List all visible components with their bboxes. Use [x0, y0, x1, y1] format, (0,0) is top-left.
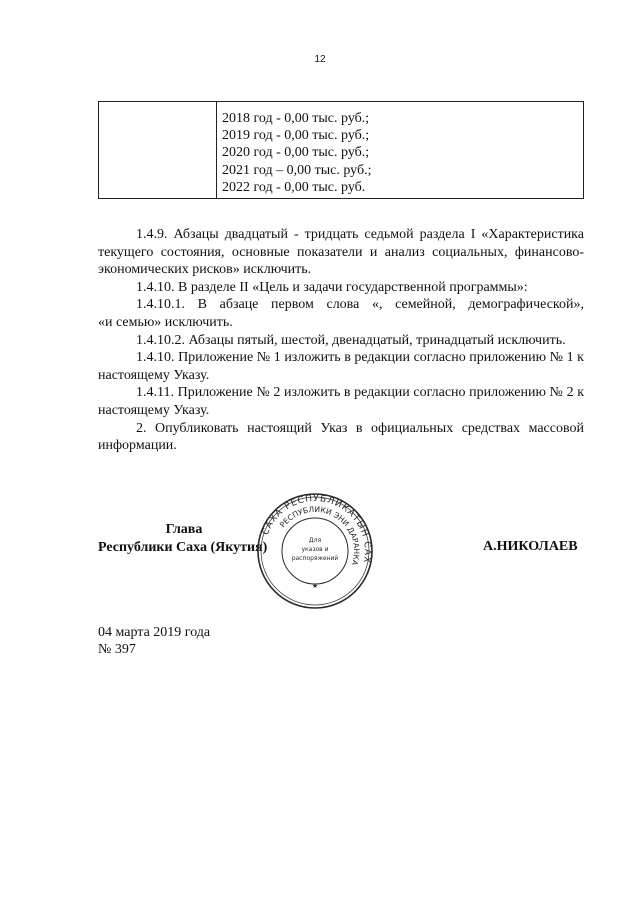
paragraph-1-4-9: 1.4.9. Абзацы двадцатый - тридцать седьмой раздела I «Характеристика текущего состояния, основные показатели и анализ социальных, финансово-экономических рисков» исключить. [98, 227, 584, 278]
paragraph-1-4-10: 1.4.10. В разделе II «Цель и задачи государственной программы»: [136, 279, 528, 295]
seal-star-icon: ★ [311, 582, 319, 590]
signature-title-line1: Глава [165, 522, 203, 537]
document-number: № 397 [98, 642, 136, 657]
signature-title-line2: Республики Саха (Якутия) [98, 540, 268, 555]
seal-center-line1: Для [308, 537, 322, 544]
paragraph-appendix-2: 1.4.11. Приложение № 2 изложить в редакции согласно приложению № 2 к настоящему Указу. [98, 385, 584, 418]
funding-table [98, 101, 584, 199]
page-number: 12 [314, 54, 326, 65]
funding-line-2020: 2020 год - 0,00 тыс. руб.; [222, 145, 370, 161]
signer-name: А.НИКОЛАЕВ [483, 539, 578, 554]
document-date: 04 марта 2019 года [98, 625, 211, 640]
signature-title [98, 521, 278, 557]
paragraph-publish: 2. Опубликовать настоящий Указ в официальных средствах массовой информации. [98, 420, 584, 454]
funding-table-left-cell [99, 102, 217, 198]
paragraph-appendix-1: 1.4.10. Приложение № 1 изложить в редакции согласно приложению № 1 к настоящему Указу. [98, 350, 584, 383]
funding-line-2019: 2019 год - 0,00 тыс. руб.; [222, 128, 370, 144]
seal-center-line2: указов и [301, 546, 329, 553]
funding-table-right-cell [217, 102, 583, 198]
seal-center-line3: распоряжений [291, 555, 339, 562]
funding-line-2018: 2018 год - 0,00 тыс. руб.; [222, 111, 370, 126]
document-date-block [98, 624, 210, 658]
official-seal-icon [255, 491, 375, 611]
funding-line-2021: 2021 год – 0,00 тыс. руб.; [222, 162, 372, 178]
document-body [98, 226, 584, 455]
seal-inner-text-path: РЕСПУБЛИКИ ЭНИ ДАРАНКА [277, 504, 362, 567]
paragraph-1-4-10-1-line1: 1.4.10.1. В абзаце первом слова «, семейной, демографической», [136, 297, 584, 313]
paragraph-1-4-10-1-line2: «и семью» исключить. [98, 314, 233, 330]
seal-outer-text-path: САХА РЕСПУБЛИКАТЫН САХ [260, 493, 373, 565]
paragraph-1-4-10-2: 1.4.10.2. Абзацы пятый, шестой, двенадцатый, тринадцатый исключить. [136, 332, 566, 348]
funding-line-2022: 2022 год - 0,00 тыс. руб. [222, 179, 366, 195]
